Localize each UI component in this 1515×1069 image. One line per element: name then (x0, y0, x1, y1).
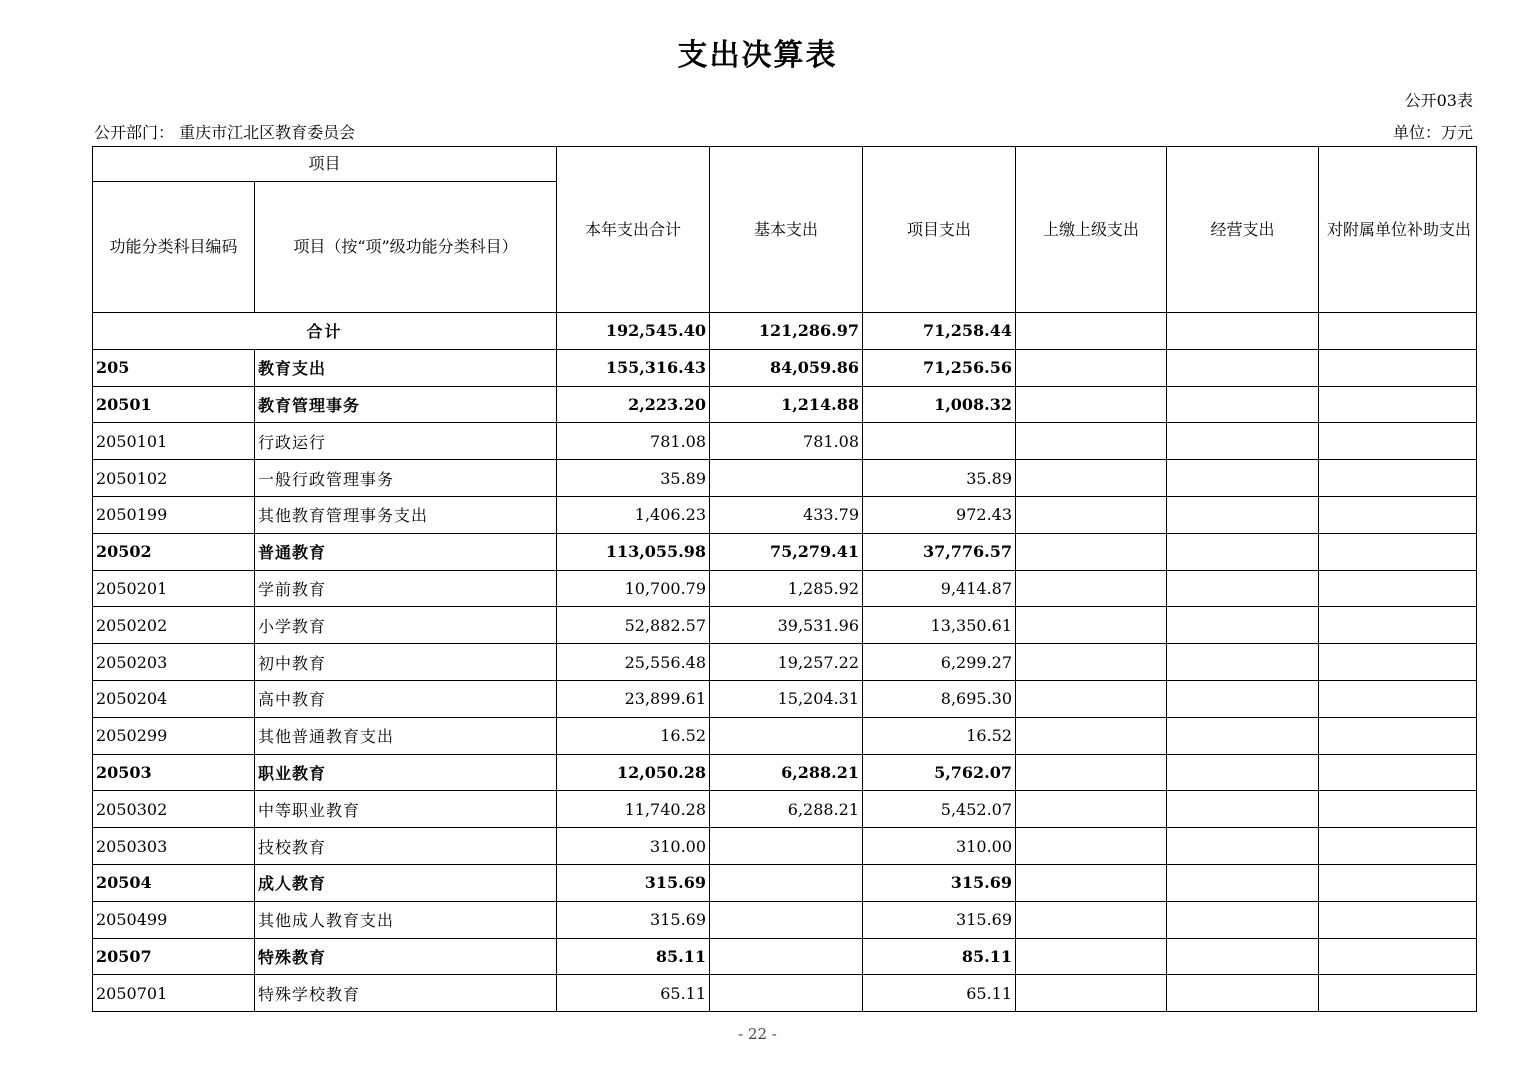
business-cell (1167, 570, 1319, 607)
name-cell: 学前教育 (255, 570, 557, 607)
name-cell: 行政运行 (255, 423, 557, 460)
project-cell: 315.69 (863, 901, 1016, 938)
total-cell: 781.08 (557, 423, 710, 460)
project-cell: 65.11 (863, 975, 1016, 1012)
upper-cell (1016, 460, 1167, 497)
page-number: - 22 - (738, 1025, 777, 1043)
business-cell (1167, 717, 1319, 754)
header-project: 项目支出 (863, 147, 1016, 313)
table-row (93, 533, 1477, 570)
total-cell: 12,050.28 (557, 754, 710, 791)
basic-cell (710, 975, 863, 1012)
total-cell: 52,882.57 (557, 607, 710, 644)
total-cell: 2,223.20 (557, 386, 710, 423)
code-cell: 2050203 (93, 644, 255, 681)
project-cell: 35.89 (863, 460, 1016, 497)
table-row (93, 828, 1477, 865)
header-business: 经营支出 (1167, 147, 1319, 313)
name-cell: 一般行政管理事务 (255, 460, 557, 497)
unit-label: 单位：万元 (1392, 123, 1473, 142)
project-cell: 5,452.07 (863, 791, 1016, 828)
table-row (93, 570, 1477, 607)
business-cell (1167, 828, 1319, 865)
basic-cell: 39,531.96 (710, 607, 863, 644)
business-cell (1167, 791, 1319, 828)
basic-cell (710, 938, 863, 975)
table-row (93, 386, 1477, 423)
code-cell: 2050204 (93, 680, 255, 717)
header-subsidy: 对附属单位补助支出 (1319, 147, 1477, 313)
total-cell: 85.11 (557, 938, 710, 975)
subsidy-cell (1319, 533, 1477, 570)
total-cell: 35.89 (557, 460, 710, 497)
table-row (93, 754, 1477, 791)
header-name: 项目（按“项”级功能分类科目） (255, 182, 557, 313)
project-cell: 9,414.87 (863, 570, 1016, 607)
basic-cell: 19,257.22 (710, 644, 863, 681)
business-cell (1167, 938, 1319, 975)
project-cell: 1,008.32 (863, 386, 1016, 423)
total-cell: 1,406.23 (557, 496, 710, 533)
upper-cell (1016, 533, 1167, 570)
basic-cell: 1,214.88 (710, 386, 863, 423)
project-cell: 6,299.27 (863, 644, 1016, 681)
upper-cell (1016, 754, 1167, 791)
business-cell (1167, 901, 1319, 938)
project-cell: 37,776.57 (863, 533, 1016, 570)
basic-cell: 15,204.31 (710, 680, 863, 717)
business-cell (1167, 754, 1319, 791)
subsidy-cell (1319, 717, 1477, 754)
basic-cell: 433.79 (710, 496, 863, 533)
code-cell: 2050499 (93, 901, 255, 938)
code-cell: 2050199 (93, 496, 255, 533)
header-total: 本年支出合计 (557, 147, 710, 313)
header-code: 功能分类科目编码 (93, 182, 255, 313)
table-row (93, 496, 1477, 533)
basic-cell: 781.08 (710, 423, 863, 460)
code-cell: 20501 (93, 386, 255, 423)
upper-cell (1016, 496, 1167, 533)
basic-cell (710, 460, 863, 497)
name-cell: 中等职业教育 (255, 791, 557, 828)
total-cell: 25,556.48 (557, 644, 710, 681)
name-cell: 技校教育 (255, 828, 557, 865)
upper-cell (1016, 570, 1167, 607)
basic-cell (710, 864, 863, 901)
code-cell: 20504 (93, 864, 255, 901)
code-cell: 2050302 (93, 791, 255, 828)
subsidy-cell (1319, 386, 1477, 423)
code-cell: 2050102 (93, 460, 255, 497)
business-cell (1167, 680, 1319, 717)
project-cell: 315.69 (863, 864, 1016, 901)
total-label: 合计 (93, 313, 557, 350)
total-cell: 310.00 (557, 828, 710, 865)
name-cell: 其他教育管理事务支出 (255, 496, 557, 533)
code-cell: 2050202 (93, 607, 255, 644)
upper-cell (1016, 901, 1167, 938)
table-row (93, 791, 1477, 828)
upper-cell (1016, 717, 1167, 754)
upper-cell (1016, 386, 1167, 423)
business-cell (1167, 349, 1319, 386)
table-row (93, 938, 1477, 975)
code-cell: 20503 (93, 754, 255, 791)
code-cell: 2050303 (93, 828, 255, 865)
name-cell: 普通教育 (255, 533, 557, 570)
name-cell: 成人教育 (255, 864, 557, 901)
basic-cell: 1,285.92 (710, 570, 863, 607)
header-basic: 基本支出 (710, 147, 863, 313)
subsidy-cell (1319, 349, 1477, 386)
page-title: 支出决算表 (677, 38, 838, 73)
upper-cell (1016, 423, 1167, 460)
business-cell (1167, 533, 1319, 570)
upper-cell (1016, 349, 1167, 386)
name-cell: 职业教育 (255, 754, 557, 791)
table-row (93, 349, 1477, 386)
header-upper: 上缴上级支出 (1016, 147, 1167, 313)
table-row (93, 460, 1477, 497)
upper-cell (1016, 607, 1167, 644)
subsidy-cell (1319, 313, 1477, 350)
name-cell: 其他普通教育支出 (255, 717, 557, 754)
total-cell: 315.69 (557, 901, 710, 938)
table-number: 公开03表 (1404, 91, 1473, 110)
total-cell: 315.69 (557, 864, 710, 901)
business-cell (1167, 460, 1319, 497)
name-cell: 特殊教育 (255, 938, 557, 975)
subsidy-cell (1319, 644, 1477, 681)
total-row (93, 313, 1477, 350)
project-cell: 972.43 (863, 496, 1016, 533)
project-cell: 71,256.56 (863, 349, 1016, 386)
business-cell (1167, 496, 1319, 533)
project-cell: 5,762.07 (863, 754, 1016, 791)
total-cell: 155,316.43 (557, 349, 710, 386)
name-cell: 特殊学校教育 (255, 975, 557, 1012)
upper-cell (1016, 864, 1167, 901)
expenditure-table (92, 146, 1477, 1012)
department-label: 公开部门： 重庆市江北区教育委员会 (94, 123, 356, 142)
subsidy-cell (1319, 423, 1477, 460)
table-row (93, 423, 1477, 460)
table-row (93, 901, 1477, 938)
code-cell: 20502 (93, 533, 255, 570)
project-cell: 16.52 (863, 717, 1016, 754)
subsidy-cell (1319, 607, 1477, 644)
table-row (93, 680, 1477, 717)
header-project-group: 项目 (93, 147, 557, 182)
table-row (93, 607, 1477, 644)
table-row (93, 975, 1477, 1012)
subsidy-cell (1319, 680, 1477, 717)
subsidy-cell (1319, 496, 1477, 533)
total-cell: 23,899.61 (557, 680, 710, 717)
code-cell: 2050201 (93, 570, 255, 607)
total-cell: 11,740.28 (557, 791, 710, 828)
table-row (93, 717, 1477, 754)
basic-cell (710, 828, 863, 865)
total-cell: 65.11 (557, 975, 710, 1012)
basic-cell: 84,059.86 (710, 349, 863, 386)
name-cell: 教育管理事务 (255, 386, 557, 423)
subsidy-cell (1319, 975, 1477, 1012)
project-cell: 71,258.44 (863, 313, 1016, 350)
name-cell: 其他成人教育支出 (255, 901, 557, 938)
subsidy-cell (1319, 791, 1477, 828)
subsidy-cell (1319, 864, 1477, 901)
business-cell (1167, 386, 1319, 423)
basic-cell (710, 901, 863, 938)
upper-cell (1016, 938, 1167, 975)
subsidy-cell (1319, 460, 1477, 497)
business-cell (1167, 644, 1319, 681)
business-cell (1167, 313, 1319, 350)
name-cell: 小学教育 (255, 607, 557, 644)
total-cell: 10,700.79 (557, 570, 710, 607)
total-cell: 16.52 (557, 717, 710, 754)
code-cell: 2050299 (93, 717, 255, 754)
upper-cell (1016, 644, 1167, 681)
subsidy-cell (1319, 828, 1477, 865)
total-cell: 113,055.98 (557, 533, 710, 570)
name-cell: 高中教育 (255, 680, 557, 717)
basic-cell (710, 717, 863, 754)
business-cell (1167, 864, 1319, 901)
basic-cell: 6,288.21 (710, 754, 863, 791)
code-cell: 2050701 (93, 975, 255, 1012)
subsidy-cell (1319, 754, 1477, 791)
business-cell (1167, 607, 1319, 644)
upper-cell (1016, 828, 1167, 865)
name-cell: 初中教育 (255, 644, 557, 681)
project-cell: 85.11 (863, 938, 1016, 975)
upper-cell (1016, 791, 1167, 828)
code-cell: 2050101 (93, 423, 255, 460)
code-cell: 205 (93, 349, 255, 386)
subsidy-cell (1319, 570, 1477, 607)
basic-cell: 121,286.97 (710, 313, 863, 350)
table-row (93, 644, 1477, 681)
upper-cell (1016, 975, 1167, 1012)
project-cell (863, 423, 1016, 460)
project-cell: 310.00 (863, 828, 1016, 865)
basic-cell: 75,279.41 (710, 533, 863, 570)
upper-cell (1016, 680, 1167, 717)
subsidy-cell (1319, 938, 1477, 975)
name-cell: 教育支出 (255, 349, 557, 386)
subsidy-cell (1319, 901, 1477, 938)
upper-cell (1016, 313, 1167, 350)
business-cell (1167, 975, 1319, 1012)
total-cell: 192,545.40 (557, 313, 710, 350)
table-row (93, 864, 1477, 901)
basic-cell: 6,288.21 (710, 791, 863, 828)
code-cell: 20507 (93, 938, 255, 975)
project-cell: 13,350.61 (863, 607, 1016, 644)
project-cell: 8,695.30 (863, 680, 1016, 717)
business-cell (1167, 423, 1319, 460)
